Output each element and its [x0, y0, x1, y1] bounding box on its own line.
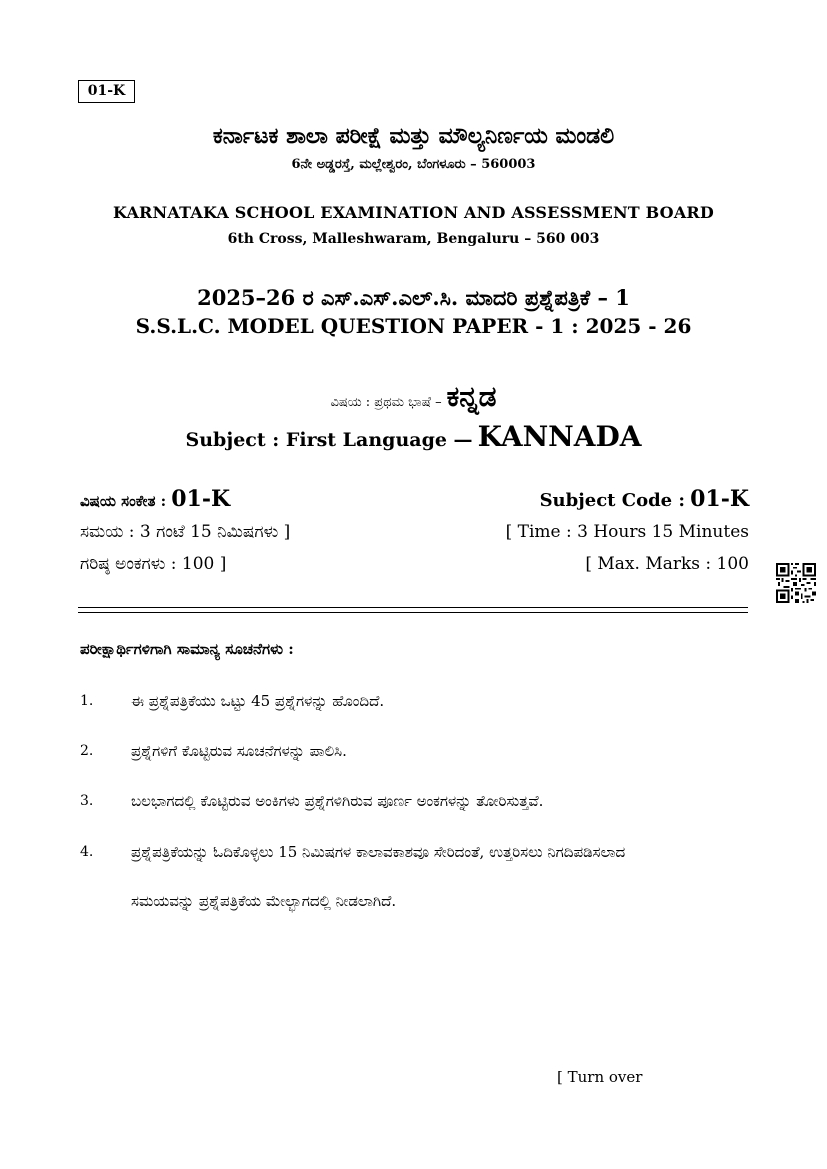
instruction-number: 3.: [80, 793, 94, 809]
subject-name-english: KANNADA: [477, 420, 642, 453]
instruction-item: ಪ್ರಶ್ನೆಗಳಿಗೆ ಕೊಟ್ಟಿರುವ ಸೂಚನೆಗಳನ್ನು ಪಾಲಿಸಿ.: [131, 742, 347, 760]
time-english: [ Time : 3 Hours 15 Minutes: [505, 522, 749, 542]
instruction-number: 1.: [80, 693, 94, 709]
instruction-number: 2.: [80, 743, 94, 759]
instructions-heading: ಪರೀಕ್ಷಾರ್ಥಿಗಳಿಗಾಗಿ ಸಾಮಾನ್ಯ ಸೂಚನೆಗಳು :: [80, 640, 294, 658]
board-address-kannada: 6ನೇ ಅಡ್ಡರಸ್ತೆ, ಮಲ್ಲೇಶ್ವರಂ, ಬೆಂಗಳೂರು – 560003: [291, 157, 536, 172]
subject-kannada: [0, 380, 827, 414]
code-label-kannada: ವಿಷಯ ಸಂಕೇತ :: [80, 492, 167, 510]
double-rule-bottom: [78, 612, 748, 613]
paper-title-kannada: 2025–26 ರ ಎಸ್.ಎಸ್.ಎಲ್.ಸಿ. ಮಾದರಿ ಪ್ರಶ್ನೆಪತ್ರಿಕೆ – 1: [197, 285, 630, 310]
turn-over-note: [ Turn over: [557, 1068, 643, 1086]
time-kannada: ಸಮಯ : 3 ಗಂಟೆ 15 ನಿಮಿಷಗಳು ]: [80, 522, 291, 542]
board-address-english: 6th Cross, Malleshwaram, Bengaluru – 560 003: [227, 231, 600, 247]
code-label-english: Subject Code :: [539, 490, 686, 511]
max-marks-kannada: ಗರಿಷ್ಠ ಅಂಕಗಳು : 100 ]: [80, 554, 227, 574]
double-rule-top: [78, 607, 748, 608]
subject-label-english: Subject : First Language —: [185, 429, 473, 451]
max-marks-english: [ Max. Marks : 100: [585, 554, 749, 574]
code-value-kannada: 01-K: [171, 486, 231, 512]
qr-code-icon: [776, 563, 816, 603]
subject-label-kannada: ವಿಷಯ : ಪ್ರಥಮ ಭಾಷೆ –: [330, 395, 442, 410]
instruction-item-continued: ಸಮಯವನ್ನು ಪ್ರಶ್ನೆಪತ್ರಿಕೆಯ ಮೇಲ್ಭಾಗದಲ್ಲಿ ನೀಡಲಾಗಿದೆ.: [131, 892, 397, 910]
instruction-item: ಪ್ರಶ್ನೆಪತ್ರಿಕೆಯನ್ನು ಓದಿಕೊಳ್ಳಲು 15 ನಿಮಿಷಗಳ ಕಾಲಾವಕಾಶವೂ ಸೇರಿದಂತೆ, ಉತ್ತರಿಸಲು ನಿಗದಿಪಡಿಸಲಾದ: [131, 843, 626, 861]
subject-name-kannada: ಕನ್ನಡ: [446, 380, 497, 413]
code-value-english: 01-K: [690, 486, 749, 512]
subject-code-english: [540, 486, 749, 512]
board-name-kannada: ಕರ್ನಾಟಕ ಶಾಲಾ ಪರೀಕ್ಷೆ ಮತ್ತು ಮೌಲ್ಯನಿರ್ಣಯ ಮಂಡಲಿ: [212, 123, 615, 149]
instruction-item: ಈ ಪ್ರಶ್ನೆಪತ್ರಿಕೆಯು ಒಟ್ಟು 45 ಪ್ರಶ್ನೆಗಳನ್ನು ಹೊಂದಿದೆ.: [131, 692, 385, 710]
paper-code-box: 01-K: [78, 80, 135, 103]
paper-title-english: S.S.L.C. MODEL QUESTION PAPER - 1 : 2025 - 26: [135, 314, 692, 338]
subject-code-kannada: [80, 486, 230, 512]
subject-english: [0, 420, 827, 453]
instruction-number: 4.: [80, 844, 94, 860]
board-name-english: KARNATAKA SCHOOL EXAMINATION AND ASSESSMENT BOARD: [112, 203, 715, 222]
instruction-item: ಬಲಭಾಗದಲ್ಲಿ ಕೊಟ್ಟಿರುವ ಅಂಕಿಗಳು ಪ್ರಶ್ನೆಗಳಿಗಿರುವ ಪೂರ್ಣ ಅಂಕಗಳನ್ನು ತೋರಿಸುತ್ತವೆ.: [131, 792, 544, 810]
